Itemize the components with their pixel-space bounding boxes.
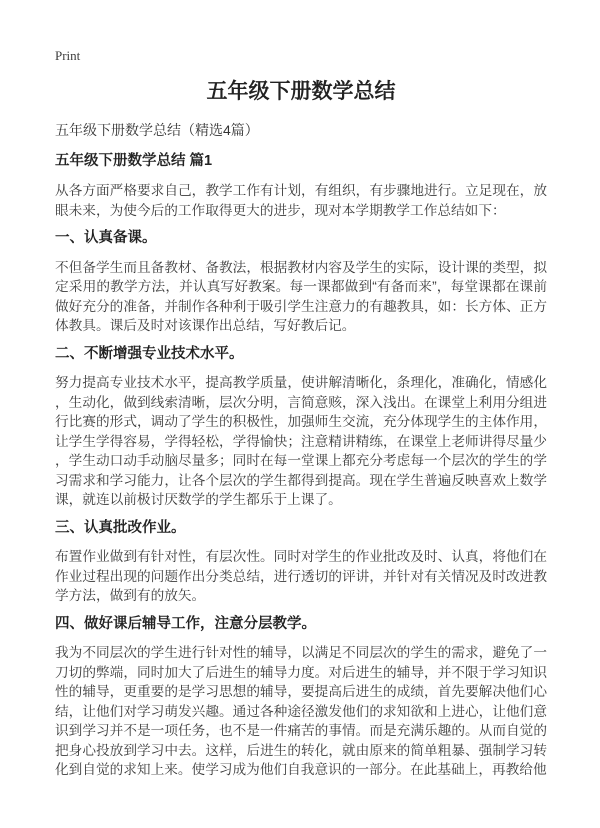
section-3-paragraph: 布置作业做到有针对性，有层次性。同时对学生的作业批改及时、认真，将他们在作业过程出现的问题作出分类总结，进行透切的评讲，并针对有关情况及时改进教学方法，做到有的放矢。 [55, 549, 547, 603]
section-1-paragraph: 不但备学生而且备教材、备教法，根据教材内容及学生的实际，设计课的类型，拟定采用的教学方法，并认真写好教案。每一课都做到“有备而来”，每堂课都在课前做好充分的准备，并制作各种利于吸引学生注意力的有趣教具，如：长方体、正方体教具。课后及时对该课作出总结，写好教后记。 [55, 259, 547, 333]
section-4-paragraph: 我为不同层次的学生进行针对性的辅导，以满足不同层次的学生的需求，避免了一刀切的弊端，同时加大了后进生的辅导力度。对后进生的辅导，并不限于学习知识性的辅导，更重要的是学习思想的辅导，要提高后进生的成绩，首先要解决他们心结，让他们对学习萌发兴趣。通过各种途径激发他们的求知欲和上进心，让他们意识到学习并不是一项任务，也不是一件痛苦的事情。而是充满乐趣的。从而自觉的把身心投放到学习中去。这样，后进生的转化，就由原来的简单粗暴、强制学习转化到自觉的求知上来。使学习成为他们自我意识的一部分。在此基础上，再教给他 [55, 645, 547, 777]
section-3-heading: 三、认真批改作业。 [55, 519, 186, 536]
document-title: 五年级下册数学总结 [206, 80, 396, 103]
section-2-paragraph: 努力提高专业技术水平，提高教学质量，使讲解清晰化，条理化，准确化，情感化，生动化，做到线索清晰，层次分明，言简意赅，深入浅出。在课堂上利用分组进行比赛的形式，调动了学生的积极性，加强师生交流，充分体现学生的主体作用，让学生学得容易，学得轻松，学得愉快；注意精讲精练，在课堂上老师讲得尽量少，学生动口动手动脑尽量多；同时在每一堂课上都充分考虑每一个层次的学生的学习需求和学习能力，让各个层次的学生都得到提高。现在学生普遍反映喜欢上数学课，就连以前极讨厌数学的学生都乐于上课了。 [55, 375, 547, 507]
document-subtitle: 五年级下册数学总结（精选4篇） [55, 122, 259, 138]
section-1-heading: 一、认真备课。 [55, 230, 157, 246]
intro-paragraph: 从各方面严格要求自己，教学工作有计划，有组织，有步骤地进行。立足现在，放眼未来，为使今后的工作取得更大的进步，现对本学期教学工作总结如下： [55, 183, 547, 218]
section-4-heading: 四、做好课后辅导工作，注意分层教学。 [55, 615, 316, 632]
section-2-heading: 二、不断增强专业技术水平。 [55, 345, 244, 362]
print-link[interactable]: Print [55, 48, 81, 63]
part-heading: 五年级下册数学总结 篇1 [55, 153, 213, 169]
